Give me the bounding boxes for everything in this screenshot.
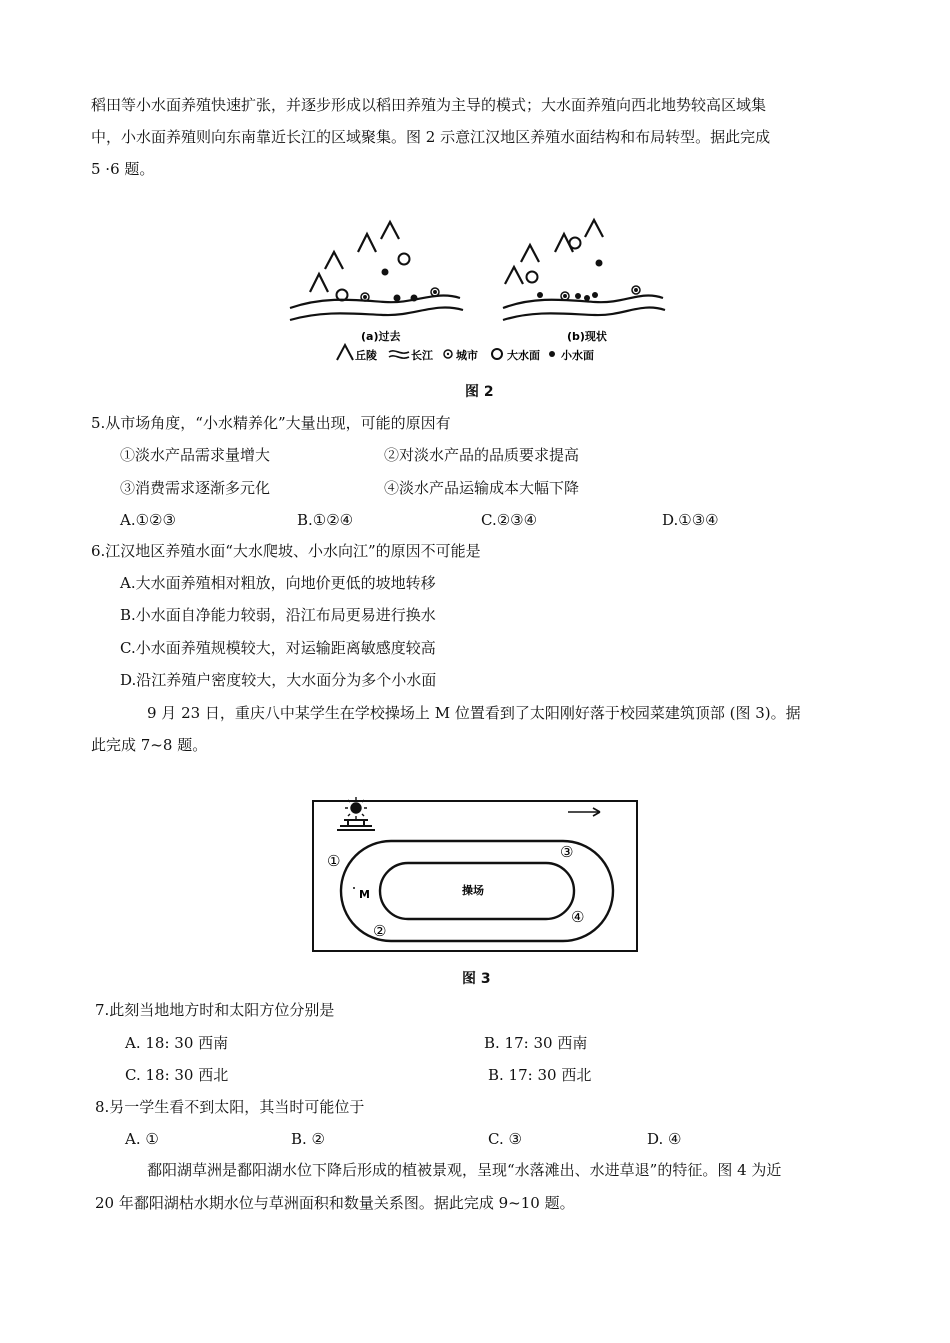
big-water-icon bbox=[527, 272, 538, 283]
small-water-icon bbox=[596, 260, 603, 267]
mark-2: ② bbox=[373, 922, 387, 940]
q6-stem: 6.江汉地区养殖水面“大水爬坡、小水向江”的原因不可能是 bbox=[91, 542, 481, 560]
big-water-icon bbox=[399, 254, 410, 265]
river-icon bbox=[290, 296, 460, 308]
point-m: M bbox=[359, 888, 370, 901]
mark-3: ③ bbox=[560, 843, 574, 861]
intro-line-1: 稻田等小水面养殖快速扩张，并逐步形成以稻田养殖为主导的模式；大水面养殖向西北地势较高区域集 bbox=[91, 96, 767, 114]
q5-choice-b[interactable]: B.①②④ bbox=[297, 511, 354, 529]
hill-icon bbox=[358, 234, 376, 252]
small-water-icon bbox=[411, 295, 418, 302]
small-water-icon bbox=[584, 295, 590, 301]
panel-b-label: (b)现状 bbox=[567, 330, 607, 343]
figure-3 bbox=[310, 795, 642, 955]
passage-2-line-1: 9 月 23 日，重庆八中某学生在学校操场上 M 位置看到了太阳刚好落于校园菜建筑顶部 (图 3)。据 bbox=[147, 704, 801, 722]
panel-a-label: (a)过去 bbox=[361, 330, 401, 343]
hill-icon bbox=[325, 252, 343, 269]
figure-2 bbox=[285, 212, 670, 372]
q5-choice-a[interactable]: A.①②③ bbox=[120, 511, 176, 529]
big-water-legend-icon bbox=[492, 349, 502, 359]
hill-icon bbox=[381, 222, 399, 239]
hill-icon bbox=[585, 220, 603, 237]
legend-river: 长江 bbox=[411, 349, 433, 362]
q7-choice-c[interactable]: C. 18: 30 西北 bbox=[125, 1066, 229, 1084]
intro-line-2: 中，小水面养殖则向东南靠近长江的区域聚集。图 2 示意江汉地区养殖水面结构和布局转型。据此完成 bbox=[91, 128, 771, 146]
campus-border bbox=[313, 801, 637, 951]
small-water-icon bbox=[382, 269, 389, 276]
hill-icon bbox=[310, 274, 328, 292]
legend-hills: 丘陵 bbox=[355, 349, 377, 362]
passage-2-line-2: 此完成 7~8 题。 bbox=[91, 736, 208, 754]
q7-choice-a[interactable]: A. 18: 30 西南 bbox=[125, 1034, 229, 1052]
river-icon bbox=[503, 308, 665, 320]
small-water-icon bbox=[592, 292, 598, 298]
mark-4: ④ bbox=[571, 908, 585, 926]
small-water-legend-icon bbox=[549, 351, 555, 357]
figure-3-caption: 图 3 bbox=[462, 971, 491, 987]
legend-big-water: 大水面 bbox=[507, 349, 540, 362]
q5-stem: 5.从市场角度，“小水精养化”大量出现，可能的原因有 bbox=[91, 414, 451, 432]
legend-small-water: 小水面 bbox=[561, 349, 594, 362]
q5-choice-d[interactable]: D.①③④ bbox=[662, 511, 719, 529]
track-label: 操场 bbox=[462, 884, 484, 897]
legend-city: 城市 bbox=[456, 349, 478, 362]
q7-choice-d[interactable]: B. 17: 30 西北 bbox=[488, 1066, 592, 1084]
q8-stem: 8.另一学生看不到太阳，其当时可能位于 bbox=[95, 1098, 365, 1116]
big-water-icon bbox=[570, 238, 581, 249]
small-water-icon bbox=[394, 295, 401, 302]
q7-stem: 7.此刻当地地方时和太阳方位分别是 bbox=[95, 1001, 335, 1019]
building-icon bbox=[337, 820, 375, 830]
intro-line-3: 5 ·6 题。 bbox=[91, 160, 155, 178]
q8-choice-d[interactable]: D. ④ bbox=[647, 1130, 682, 1148]
small-water-icon bbox=[575, 293, 581, 299]
q8-choice-a[interactable]: A. ① bbox=[125, 1130, 159, 1148]
q7-choice-b[interactable]: B. 17: 30 西南 bbox=[484, 1034, 588, 1052]
passage-3-line-2: 20 年鄱阳湖枯水期水位与草洲面积和数量关系图。据此完成 9~10 题。 bbox=[95, 1194, 575, 1212]
q6-choice-a[interactable]: A.大水面养殖相对粗放，向地价更低的坡地转移 bbox=[120, 574, 436, 592]
hill-icon bbox=[521, 245, 539, 262]
q6-choice-d[interactable]: D.沿江养殖户密度较大，大水面分为多个小水面 bbox=[120, 671, 437, 689]
river-icon bbox=[503, 296, 663, 308]
small-water-icon bbox=[537, 292, 543, 298]
q6-choice-b[interactable]: B.小水面自净能力较弱，沿江布局更易进行换水 bbox=[120, 606, 436, 624]
q5-item-2: ②对淡水产品的品质要求提高 bbox=[384, 446, 580, 464]
q5-item-1: ①淡水产品需求量增大 bbox=[120, 446, 271, 464]
passage-3-line-1: 鄱阳湖草洲是鄱阳湖水位下降后形成的植被景观，呈现“水落滩出、水进草退”的特征。图 4 为近 bbox=[147, 1161, 782, 1179]
q8-choice-b[interactable]: B. ② bbox=[291, 1130, 326, 1148]
q5-item-3: ③消费需求逐渐多元化 bbox=[120, 479, 271, 497]
figure-2-caption: 图 2 bbox=[465, 384, 494, 400]
hill-icon bbox=[505, 267, 523, 284]
hill-legend-icon bbox=[337, 345, 353, 360]
q5-item-4: ④淡水产品运输成本大幅下降 bbox=[384, 479, 580, 497]
q6-choice-c[interactable]: C.小水面养殖规模较大，对运输距离敏感度较高 bbox=[120, 639, 436, 657]
q5-choice-c[interactable]: C.②③④ bbox=[481, 511, 538, 529]
q8-choice-c[interactable]: C. ③ bbox=[488, 1130, 522, 1148]
mark-1: ① bbox=[327, 852, 341, 870]
river-legend-icon bbox=[389, 351, 409, 358]
river-icon bbox=[290, 308, 463, 320]
